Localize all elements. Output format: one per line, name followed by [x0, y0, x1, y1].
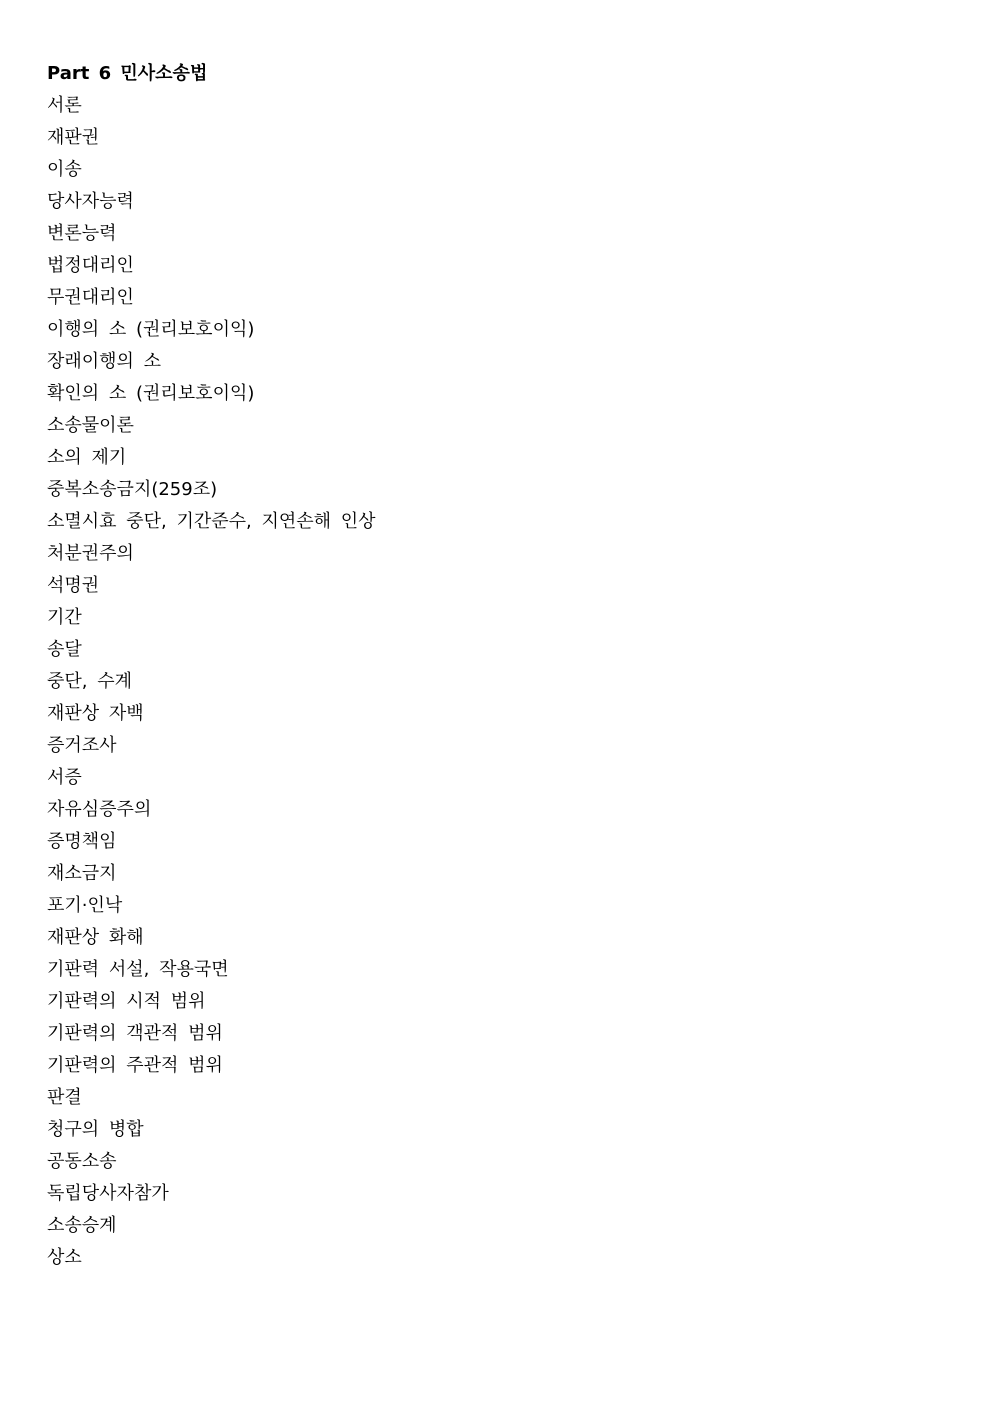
list-item: 이송 — [47, 159, 82, 180]
list-item: 포기·인낙 — [47, 895, 123, 916]
list-item: 기판력의 객관적 범위 — [47, 1023, 223, 1044]
list-item: 변론능력 — [47, 223, 117, 244]
topic-list — [47, 90, 947, 1274]
list-item: 기판력의 주관적 범위 — [47, 1055, 223, 1076]
list-item: 재소금지 — [47, 863, 117, 884]
list-item: 기간 — [47, 607, 82, 628]
list-item: 판결 — [47, 1087, 82, 1108]
list-item: 기판력 서설, 작용국면 — [47, 959, 229, 980]
list-item: 소의 제기 — [47, 447, 127, 468]
list-item: 석명권 — [47, 575, 100, 596]
list-item: 재판권 — [47, 127, 100, 148]
list-item: 상소 — [47, 1247, 82, 1268]
list-item: 처분권주의 — [47, 543, 134, 564]
list-item: 증명책임 — [47, 831, 117, 852]
list-item: 중복소송금지(259조) — [47, 479, 218, 500]
list-item: 공동소송 — [47, 1151, 117, 1172]
list-item: 증거조사 — [47, 735, 117, 756]
list-item: 법정대리인 — [47, 255, 134, 276]
list-item: 독립당사자참가 — [47, 1183, 169, 1204]
list-item: 기판력의 시적 범위 — [47, 991, 206, 1012]
list-item: 재판상 자백 — [47, 703, 144, 724]
list-item: 서론 — [47, 95, 82, 116]
list-item: 송달 — [47, 639, 82, 660]
list-item: 확인의 소 (권리보호이익) — [47, 383, 255, 404]
list-item: 서증 — [47, 767, 82, 788]
list-item: 자유심증주의 — [47, 799, 152, 820]
list-item: 재판상 화해 — [47, 927, 144, 948]
list-item: 당사자능력 — [47, 191, 134, 212]
list-item: 무권대리인 — [47, 287, 134, 308]
page-title: Part 6 민사소송법 — [47, 63, 208, 84]
document-page — [47, 58, 947, 1274]
list-item: 청구의 병합 — [47, 1119, 144, 1140]
list-item: 소멸시효 중단, 기간준수, 지연손해 인상 — [47, 511, 376, 532]
list-item: 장래이행의 소 — [47, 351, 162, 372]
list-item: 이행의 소 (권리보호이익) — [47, 319, 255, 340]
list-item: 소송물이론 — [47, 415, 134, 436]
list-item: 소송승계 — [47, 1215, 117, 1236]
list-item: 중단, 수계 — [47, 671, 132, 692]
